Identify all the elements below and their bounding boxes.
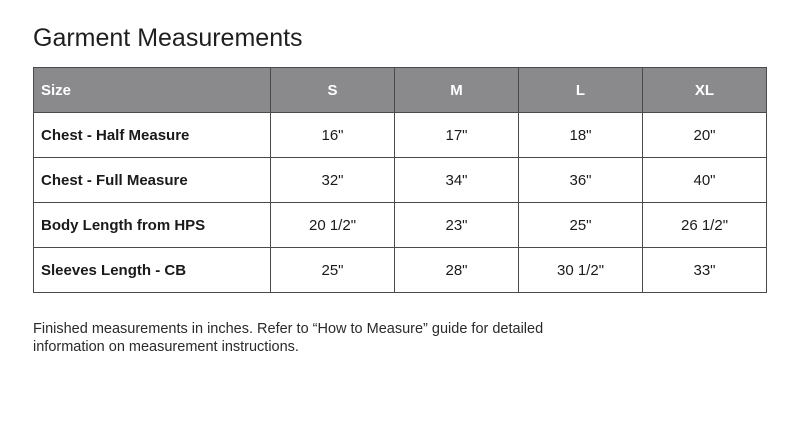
table-cell: 20" — [643, 113, 767, 158]
page-title: Garment Measurements — [33, 24, 303, 52]
table-cell: 26 1/2" — [643, 203, 767, 248]
size-header-s: S — [271, 68, 395, 113]
row-label: Body Length from HPS — [34, 203, 271, 248]
table-cell: 33" — [643, 248, 767, 293]
table-cell: 36" — [519, 158, 643, 203]
table-row — [34, 113, 767, 158]
table-cell: 25" — [519, 203, 643, 248]
row-label: Chest - Full Measure — [34, 158, 271, 203]
size-column-header: Size — [34, 68, 271, 113]
size-header-xl: XL — [643, 68, 767, 113]
size-header-l: L — [519, 68, 643, 113]
table-cell: 16" — [271, 113, 395, 158]
table-cell: 17" — [395, 113, 519, 158]
footnote-line-2: information on measurement instructions. — [33, 339, 299, 355]
row-label: Sleeves Length - CB — [34, 248, 271, 293]
measurement-footnote — [33, 320, 613, 356]
table-cell: 18" — [519, 113, 643, 158]
table-header-row — [34, 68, 767, 113]
table-cell: 23" — [395, 203, 519, 248]
table-cell: 25" — [271, 248, 395, 293]
footnote-line-1: Finished measurements in inches. Refer to “How to Measure” guide for detailed — [33, 321, 544, 337]
table-cell: 30 1/2" — [519, 248, 643, 293]
table-cell: 28" — [395, 248, 519, 293]
measurements-table — [33, 67, 767, 293]
table-row — [34, 203, 767, 248]
row-label: Chest - Half Measure — [34, 113, 271, 158]
size-header-m: M — [395, 68, 519, 113]
table-row — [34, 158, 767, 203]
table-cell: 32" — [271, 158, 395, 203]
table-cell: 34" — [395, 158, 519, 203]
table-row — [34, 248, 767, 293]
table-cell: 40" — [643, 158, 767, 203]
table-cell: 20 1/2" — [271, 203, 395, 248]
